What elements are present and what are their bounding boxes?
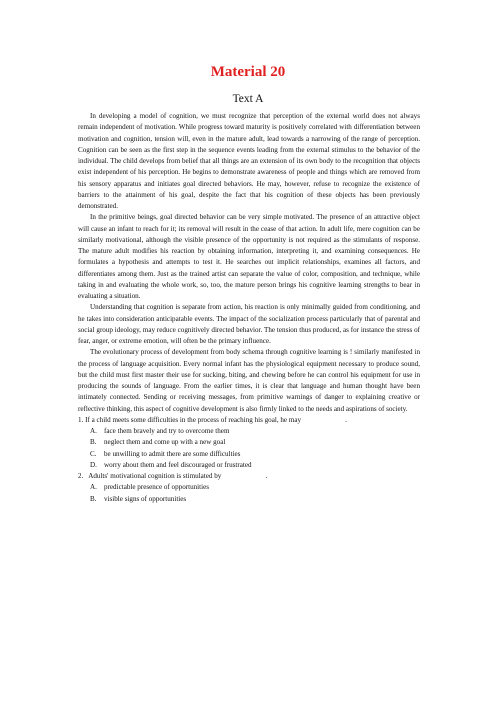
- paragraph: In the primitive beings, goal directed behavior can be very simple motivated. The presence of an attractive object will cause an infant to reach for it; its removal will result in the cease of that action. In adult life, mere cognition can be similarly motivational, although the visible presence of the opportunity is not required as the stimulants of response. The mature adult modifies his reaction by obtaining information, interpreting it, and examining consequences. He formulates a hypothesis and attempts to test it. He searches out implicit relationships, examines all factors, and differentiates among them. Just as the trained artist can separate the value of color, composition, and technique, while taking in and evaluating the whole work, so, too, the mature person brings his cognitive learning strengths to bear in evaluating a situation.: [78, 213, 420, 300]
- option-letter: B.: [90, 438, 97, 447]
- option-text: neglect them and come up with a new goal: [104, 438, 226, 447]
- option-a: [78, 482, 420, 493]
- option-text: visible signs of opportunities: [104, 494, 187, 503]
- question-stem: 2. Adults' motivational cognition is stimulated by: [78, 472, 222, 480]
- question-2: [78, 471, 420, 482]
- text-heading: Text A: [232, 93, 264, 105]
- option-b: [78, 437, 420, 448]
- question-end: .: [345, 415, 347, 424]
- option-text: predictable presence of opportunities: [104, 483, 209, 492]
- option-text: worry about them and feel discouraged or frustrated: [104, 460, 252, 469]
- question-1: [78, 415, 420, 426]
- option-a: [78, 426, 420, 437]
- paragraph: In developing a model of cognition, we must recognize that perception of the external world does not always remain independent of motivation. While progress toward maturity is positively correlated with differentiation between motivation and cognition, tension will, even in the mature adult, lead towards a narrowing of the range of perception. Cognition can be seen as the first step in the sequence events leading from the external stimulus to the behavior of the individual. The child develops from belief that all things are an extension of its own body to the recognition that objects exist independent of his perception. He begins to demonstrate awareness of people and things which are removed from his sensory apparatus and initiates goal directed behaviors. He may, however, refuse to recognize the existence of barriers to the attainment of his goal, despite the fact that his cognition of these objects has been previously demonstrated.: [78, 112, 420, 210]
- paragraph: The evolutionary process of development from body schema through cognitive learning is ! similarly manifested in the process of language acquisition. Every normal infant has the physiological equipment necessary to produce sound, but the child must first master their use for sucking, biting, and chewing before he can control his equipment for use in producing the sounds of language. From the earlier times, it is clear that language and human thought have been intimately connected. Sending or receiving messages, from primitive warnings of danger to explaining creative or reflective thinking, this aspect of cognitive development is also firmly linked to the needs and aspirations of society.: [78, 348, 420, 413]
- document-body: [78, 111, 420, 505]
- option-letter: D.: [90, 460, 97, 469]
- option-letter: C.: [90, 449, 97, 458]
- option-b: [78, 494, 420, 505]
- material-title: Material 20: [210, 64, 286, 80]
- option-c: [78, 449, 420, 460]
- paragraph: Understanding that cognition is separate from action, his reaction is only minimally guided from conditioning, and he takes into consideration anticipatable events. The impact of the socialization process particularly that of parental and social group ideology, may reduce cognitively directed behavior. The tension thus produced, as for instance the stress of fear, anger, or extreme emotion, will often be the primary influence.: [78, 303, 420, 345]
- option-letter: A.: [90, 427, 97, 435]
- question-stem: 1. If a child meets some difficulties in the process of reaching his goal, he may: [78, 415, 302, 424]
- option-text: be unwilling to admit there are some difficulties: [104, 449, 241, 458]
- option-text: face them bravely and try to overcome them: [104, 427, 230, 435]
- question-end: .: [265, 472, 268, 480]
- option-letter: A.: [90, 483, 97, 492]
- option-d: [78, 460, 420, 471]
- option-letter: B.: [90, 494, 97, 503]
